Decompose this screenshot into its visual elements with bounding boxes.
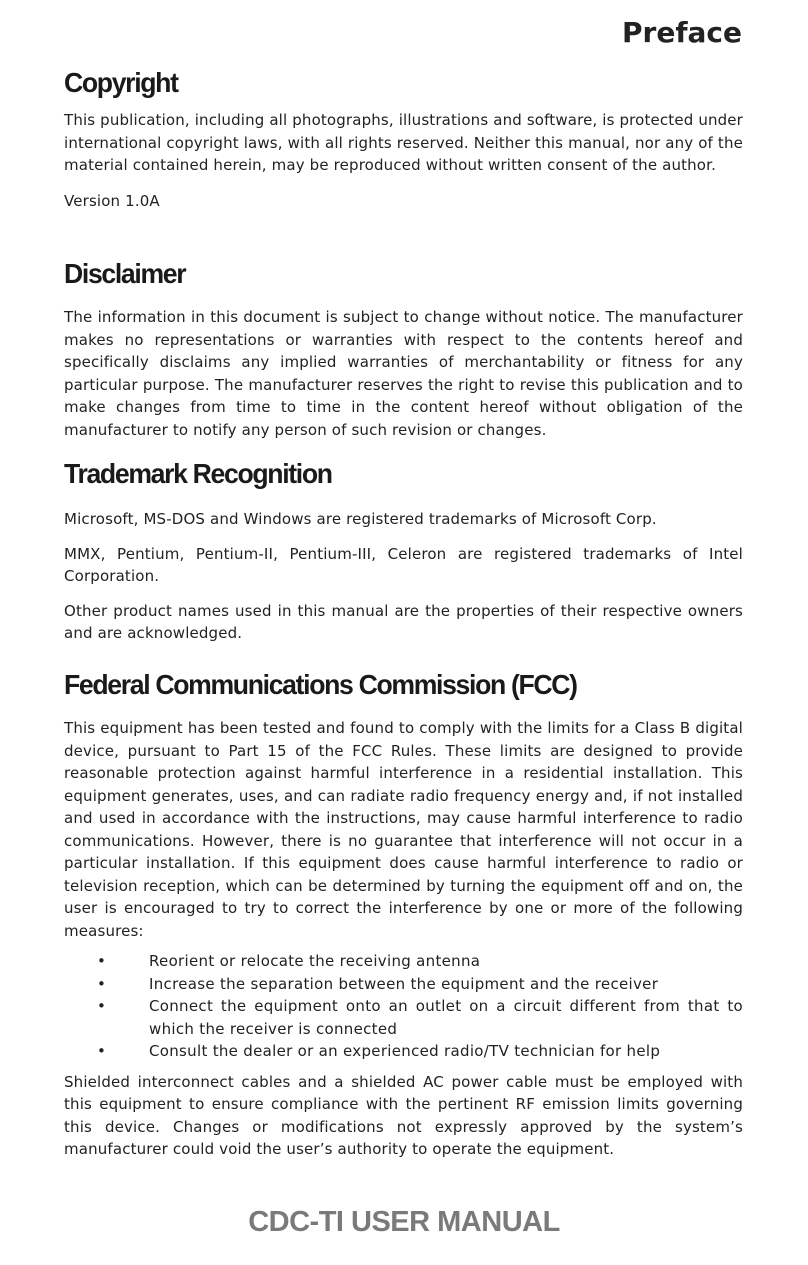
trademark-section (64, 457, 743, 645)
list-item-text: Increase the separation between the equipment and the receiver (149, 974, 659, 993)
footer-manual-title: CDC-TI USER MANUAL (248, 1206, 560, 1238)
version-text: Version 1.0A (64, 191, 160, 210)
bullet-icon: • (97, 997, 107, 1015)
list-item (64, 973, 743, 996)
bullet-icon: • (97, 952, 107, 970)
list-item-text: Connect the equipment onto an outlet on a circuit different from that to which the receiver is connected (149, 997, 743, 1038)
fcc-intro-paragraph: This equipment has been tested and found to comply with the limits for a Class B digital device, pursuant to Part 15 of the FCC Rules. These limits are designed to provide reasonable protection against harmful interference in a residential installation. This equipment generates, uses, and can radiate radio frequency energy and, if not installed and used in accordance with the instructions, may cause harmful interference to radio communications. However, there is no guarantee that interference will not occur in a particular installation. If this equipment does cause harmful interference to radio or television reception, which can be determined by turning the equipment off and on, the user is encouraged to try to correct the interference by one or more of the following measures: (64, 719, 743, 940)
bullet-icon: • (97, 1042, 107, 1060)
fcc-heading: Federal Communications Commission (FCC) (64, 669, 577, 700)
page-header-title: Preface (622, 16, 742, 49)
disclaimer-heading: Disclaimer (64, 258, 186, 289)
trademark-heading: Trademark Recognition (64, 458, 332, 489)
trademark-paragraph-microsoft: Microsoft, MS-DOS and Windows are registered trademarks of Microsoft Corp. (64, 510, 657, 528)
copyright-paragraph: This publication, including all photographs, illustrations and software, is protected under international copyright laws, with all rights reserved. Neither this manual, nor any of the material contained herein, may be reproduced without written consent of the author. (64, 111, 743, 174)
copyright-heading: Copyright (64, 67, 178, 98)
list-item-text: Consult the dealer or an experienced radio/TV technician for help (149, 1042, 661, 1060)
bullet-icon: • (97, 974, 107, 993)
list-item (64, 950, 743, 973)
trademark-paragraph-intel: MMX, Pentium, Pentium-II, Pentium-III, Celeron are registered trademarks of Intel Corporation. (64, 544, 743, 585)
copyright-section (64, 66, 743, 212)
list-item (64, 995, 743, 1040)
fcc-measures-list (64, 950, 743, 1063)
list-item-text: Reorient or relocate the receiving antenna (149, 952, 481, 970)
disclaimer-paragraph: The information in this document is subject to change without notice. The manufacturer makes no representations or warranties with respect to the contents hereof and specifically disclaims any implied warranties of merchantability or fitness for any particular purpose. The manufacturer reserves the right to revise this publication and to make changes from time to time in the content hereof without obligation of the manufacturer to notify any person of such revision or changes. (64, 308, 743, 439)
trademark-paragraph-others: Other product names used in this manual are the properties of their respective owners and are acknowledged. (64, 601, 743, 642)
disclaimer-section (64, 257, 743, 441)
list-item (64, 1040, 743, 1063)
fcc-section (64, 668, 743, 1161)
fcc-closing-paragraph: Shielded interconnect cables and a shielded AC power cable must be employed with this equipment to ensure compliance with the pertinent RF emission limits governing this device. Changes or modifications not expressly approved by the system’s manufacturer could void the user’s authority to operate the equipment. (64, 1072, 743, 1158)
